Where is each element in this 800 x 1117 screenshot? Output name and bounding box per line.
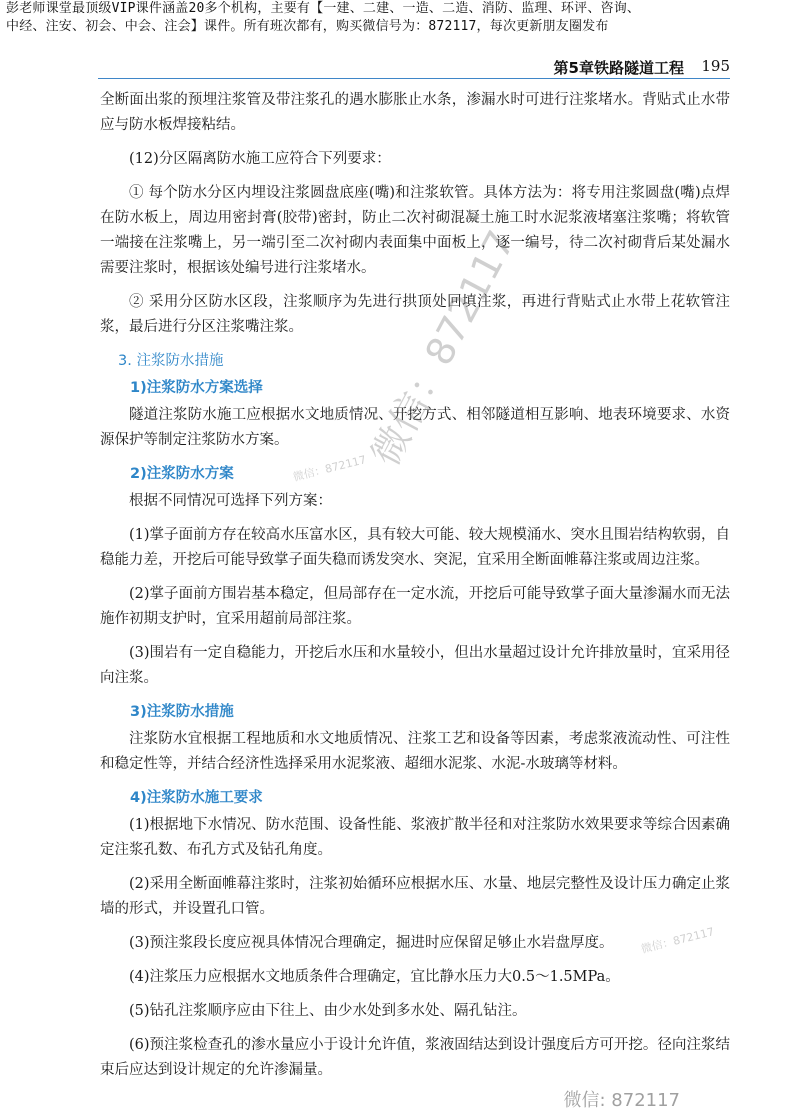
page-number: 195 [701,57,730,75]
paragraph: (3)预注浆段长度应视具体情况合理确定，掘进时应保留足够止水岩盘厚度。 [129,935,614,951]
chapter-title: 第5章铁路隧道工程 [553,59,684,77]
subsection-heading: 4)注浆防水施工要求 [130,790,263,806]
watermark-diagonal: 微信：872117 [362,223,524,473]
paragraph: (12)分区隔离防水施工应符合下列要求： [129,151,391,167]
paragraph: 全断面出浆的预埋注浆管及带注浆孔的遇水膨胀止水条，渗漏水时可进行注浆堵水。背贴式止水带应与防水板焊接粘结。 [100,92,730,133]
paragraph: ② 采用分区防水区段，注浆顺序为先进行拱顶处回填注浆，再进行背贴式止水带上花软管注浆，最后进行分区注浆嘴注浆。 [100,294,730,335]
page-body [100,88,730,1092]
section-heading: 3. 注浆防水措施 [118,353,224,369]
promo-banner [6,0,794,36]
paragraph: (1)掌子面前方存在较高水压富水区，具有较大可能、较大规模涌水、突水且围岩结构软弱，自稳能力差，开挖后可能导致掌子面失稳而诱发突水、突泥，宜采用全断面帷幕注浆或周边注浆。 [100,527,730,568]
watermark-small: 微信：872117 [639,925,716,956]
paragraph: (3)围岩有一定自稳能力，开挖后水压和水量较小，但出水量超过设计允许排放量时，宜采用径向注浆。 [100,645,730,686]
banner-line-1: 彭老师课堂最顶级VIP课件涵盖20多个机构，主要有【一建、二建、一造、二造、消防、监理、环评、咨询、 [6,1,641,16]
subsection-heading: 3)注浆防水措施 [130,704,234,720]
paragraph: (6)预注浆检查孔的渗水量应小于设计允许值，浆液固结达到设计强度后方可开挖。径向注浆结束后应达到设计规定的允许渗漏量。 [100,1037,730,1078]
paragraph: ① 每个防水分区内埋设注浆圆盘底座(嘴)和注浆软管。具体方法为：将专用注浆圆盘(嘴)点焊在防水板上，周边用密封膏(胶带)密封，防止二次衬砌混凝土施工时水泥浆液堵塞注浆嘴；将软管一端接在注浆嘴上，另一端引至二次衬砌内表面集中面板上，逐一编号，待二次衬砌背后某处漏水需要注浆时，根据该处编号进行注浆堵水。 [100,185,730,276]
paragraph: (2)掌子面前方围岩基本稳定，但局部存在一定水流，开挖后可能导致掌子面大量渗漏水而无法施作初期支护时，宜采用超前局部注浆。 [100,586,730,627]
paragraph: (4)注浆压力应根据水文地质条件合理确定，宜比静水压力大0.5～1.5MPa。 [129,969,620,985]
paragraph: 隧道注浆防水施工应根据水文地质情况、开挖方式、相邻隧道相互影响、地表环境要求、水资源保护等制定注浆防水方案。 [100,407,730,448]
page-header [98,56,730,79]
paragraph: (2)采用全断面帷幕注浆时，注浆初始循环应根据水压、水量、地层完整性及设计压力确定止浆墙的形式，并设置孔口管。 [100,876,730,917]
watermark-bottom: 微信: 872117 [563,1090,680,1111]
paragraph: 根据不同情况可选择下列方案： [129,493,332,509]
subsection-heading: 2)注浆防水方案 [130,466,234,482]
banner-line-2: 中经、注安、初会、中会、注会】课件。所有班次都有，购买微信号为：872117，每次更新朋友圈发布 [6,19,609,34]
paragraph: (5)钻孔注浆顺序应由下往上、由少水处到多水处、隔孔钻注。 [129,1003,527,1019]
subsection-heading: 1)注浆防水方案选择 [130,380,263,396]
paragraph: 注浆防水宜根据工程地质和水文地质情况、注浆工艺和设备等因素，考虑浆液流动性、可注性和稳定性等，并结合经济性选择采用水泥浆液、超细水泥浆、水泥-水玻璃等材料。 [100,731,730,772]
paragraph: (1)根据地下水情况、防水范围、设备性能、浆液扩散半径和对注浆防水效果要求等综合因素确定注浆孔数、布孔方式及钻孔角度。 [100,817,730,858]
watermark-small: 微信：872117 [291,453,368,484]
